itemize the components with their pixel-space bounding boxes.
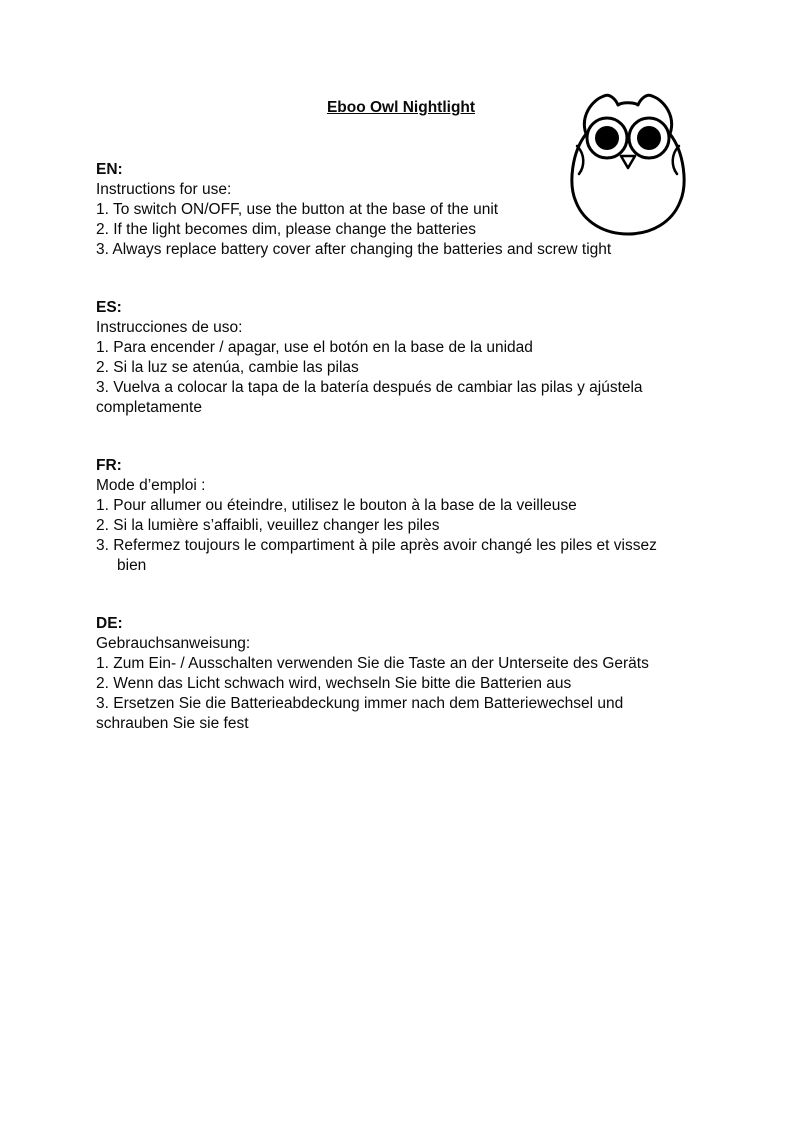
section-es — [96, 298, 684, 418]
document-title: Eboo Owl Nightlight — [326, 99, 476, 116]
instruction-item: 1. Pour allumer ou éteindre, utilisez le bouton à la base de la veilleuse — [96, 497, 577, 514]
instruction-item: 2. Wenn das Licht schwach wird, wechseln Sie bitte die Batterien aus — [96, 675, 572, 692]
instruction-item: 3. Always replace battery cover after changing the batteries and screw tight — [96, 241, 612, 258]
owl-left-pupil — [595, 126, 619, 150]
section-intro: Instructions for use: — [96, 181, 232, 198]
document-body — [96, 160, 684, 772]
owl-right-pupil — [637, 126, 661, 150]
section-label: EN: — [96, 161, 123, 178]
instruction-item: 2. If the light becomes dim, please change the batteries — [96, 221, 476, 238]
section-intro: Instrucciones de uso: — [96, 319, 243, 336]
instruction-item: 1. To switch ON/OFF, use the button at the base of the unit — [96, 201, 499, 218]
section-label: FR: — [96, 457, 122, 474]
instruction-item: 3. Vuelva a colocar la tapa de la batería después de cambiar las pilas y ajústela completamente — [96, 379, 643, 416]
section-label: DE: — [96, 615, 123, 632]
instruction-item: 3. Refermez toujours le compartiment à pile après avoir changé les piles et vissez bien — [96, 537, 657, 574]
section-intro: Gebrauchsanweisung: — [96, 635, 251, 652]
section-intro: Mode d’emploi : — [96, 477, 206, 494]
instruction-item: 2. Si la lumière s’affaibli, veuillez changer les piles — [96, 517, 440, 534]
instruction-item: 1. Zum Ein- / Ausschalten verwenden Sie die Taste an der Unterseite des Geräts — [96, 655, 649, 672]
section-label: ES: — [96, 299, 122, 316]
section-en — [96, 160, 684, 260]
instruction-item: 1. Para encender / apagar, use el botón en la base de la unidad — [96, 339, 533, 356]
instruction-item: 2. Si la luz se atenúa, cambie las pilas — [96, 359, 359, 376]
section-de — [96, 614, 684, 734]
section-fr — [96, 456, 684, 576]
instruction-item: 3. Ersetzen Sie die Batterieabdeckung immer nach dem Batteriewechsel und schrauben Sie sie fest — [96, 695, 624, 732]
